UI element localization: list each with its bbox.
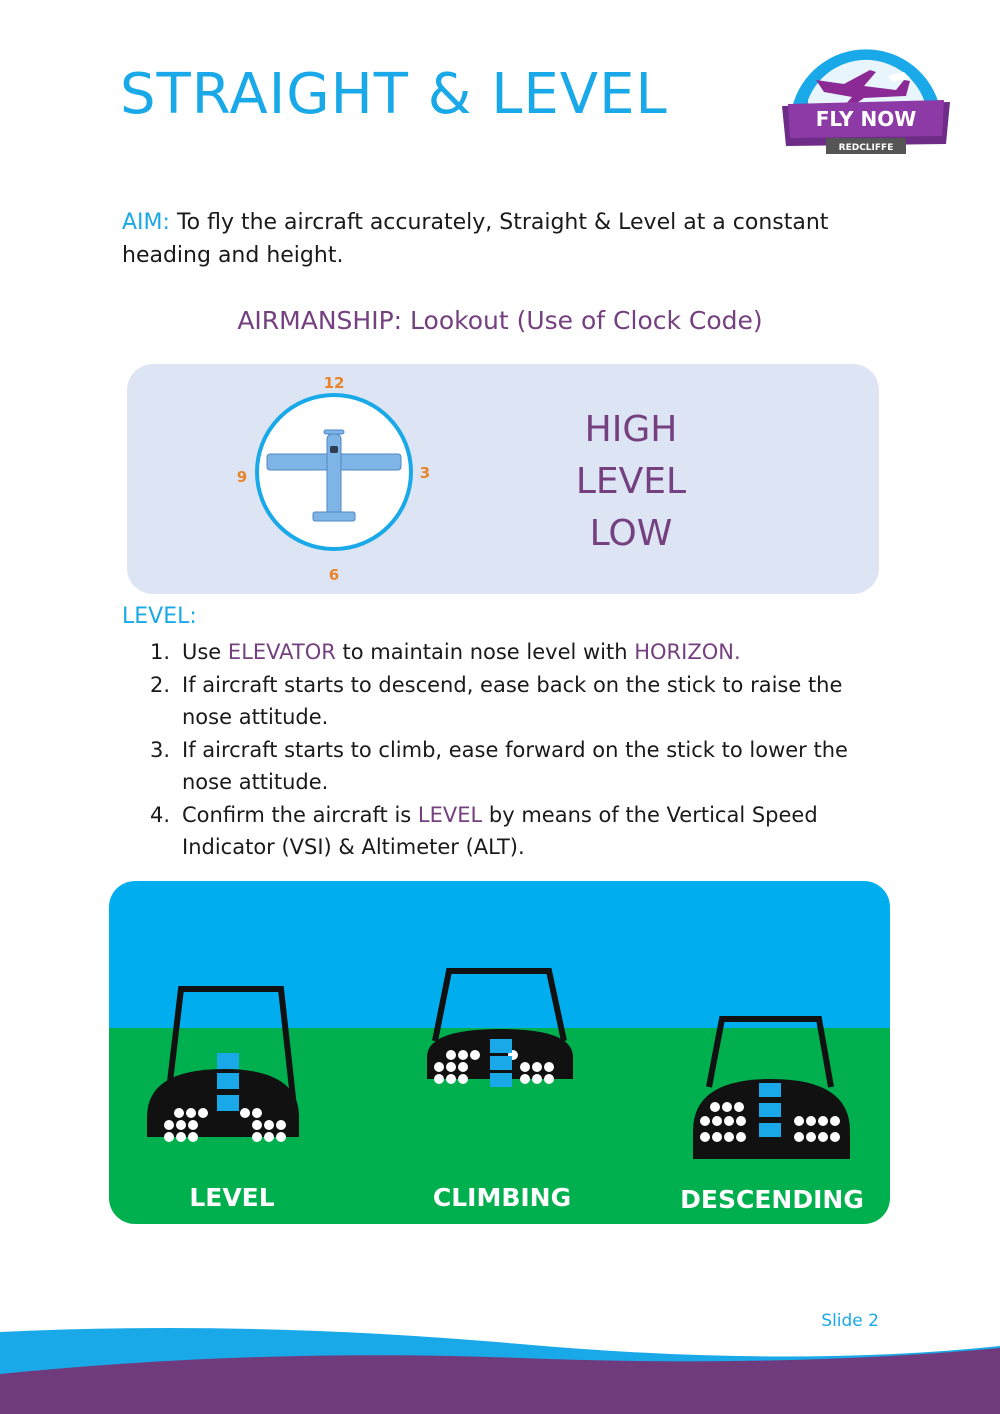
clock-code-panel (127, 364, 879, 594)
sky (109, 881, 890, 1028)
airmanship-heading: AIRMANSHIP: Lookout (Use of Clock Code) (237, 306, 763, 335)
list-item: 1. Use ELEVATOR to maintain nose level with HORIZON. (150, 636, 885, 669)
level-heading: LEVEL: (122, 604, 197, 629)
label-descending: DESCENDING (680, 1185, 864, 1214)
step-number: 1. (150, 640, 171, 664)
svg-text:FLY NOW: FLY NOW (815, 107, 917, 131)
level-level: LEVEL (575, 461, 687, 502)
clock-12: 12 (323, 374, 345, 392)
attitude-panel (109, 881, 890, 1224)
height-levels (547, 404, 715, 560)
level-steps-list (150, 636, 885, 864)
clock-diagram (127, 364, 879, 594)
highlight-horizon: HORIZON. (634, 640, 741, 664)
svg-text:REDCLIFFE: REDCLIFFE (838, 143, 894, 153)
slide-number: Slide 2 (821, 1311, 879, 1331)
aim-label: AIM: (122, 210, 170, 235)
fly-now-logo (778, 40, 954, 158)
step-number: 3. (150, 737, 171, 762)
highlight-elevator: ELEVATOR (227, 640, 336, 664)
footer-wave (0, 1310, 1000, 1414)
step-number: 4. (150, 802, 171, 827)
list-item: 2. If aircraft starts to descend, ease back on the stick to raise the nose attitude. (150, 669, 885, 734)
page-title: STRAIGHT & LEVEL (120, 62, 668, 127)
list-item: 4. Confirm the aircraft is LEVEL by means of the Vertical Speed Indicator (VSI) & Altimeter (ALT). (150, 799, 885, 864)
clock-6: 6 (328, 566, 340, 584)
aim-text: To fly the aircraft accurately, Straight & Level at a constant heading and height. (122, 210, 829, 268)
label-climbing: CLIMBING (432, 1183, 572, 1212)
label-level: LEVEL (189, 1183, 275, 1212)
attitude-diagram (109, 881, 890, 1224)
list-item: 3. If aircraft starts to climb, ease forward on the stick to lower the nose attitude. (150, 734, 885, 799)
highlight-level: LEVEL (417, 802, 483, 827)
clock-9: 9 (236, 468, 248, 486)
clock-3: 3 (419, 464, 431, 482)
level-low: LOW (589, 513, 673, 554)
aim-paragraph (122, 206, 882, 272)
level-high: HIGH (584, 409, 678, 450)
step-number: 2. (150, 672, 171, 697)
